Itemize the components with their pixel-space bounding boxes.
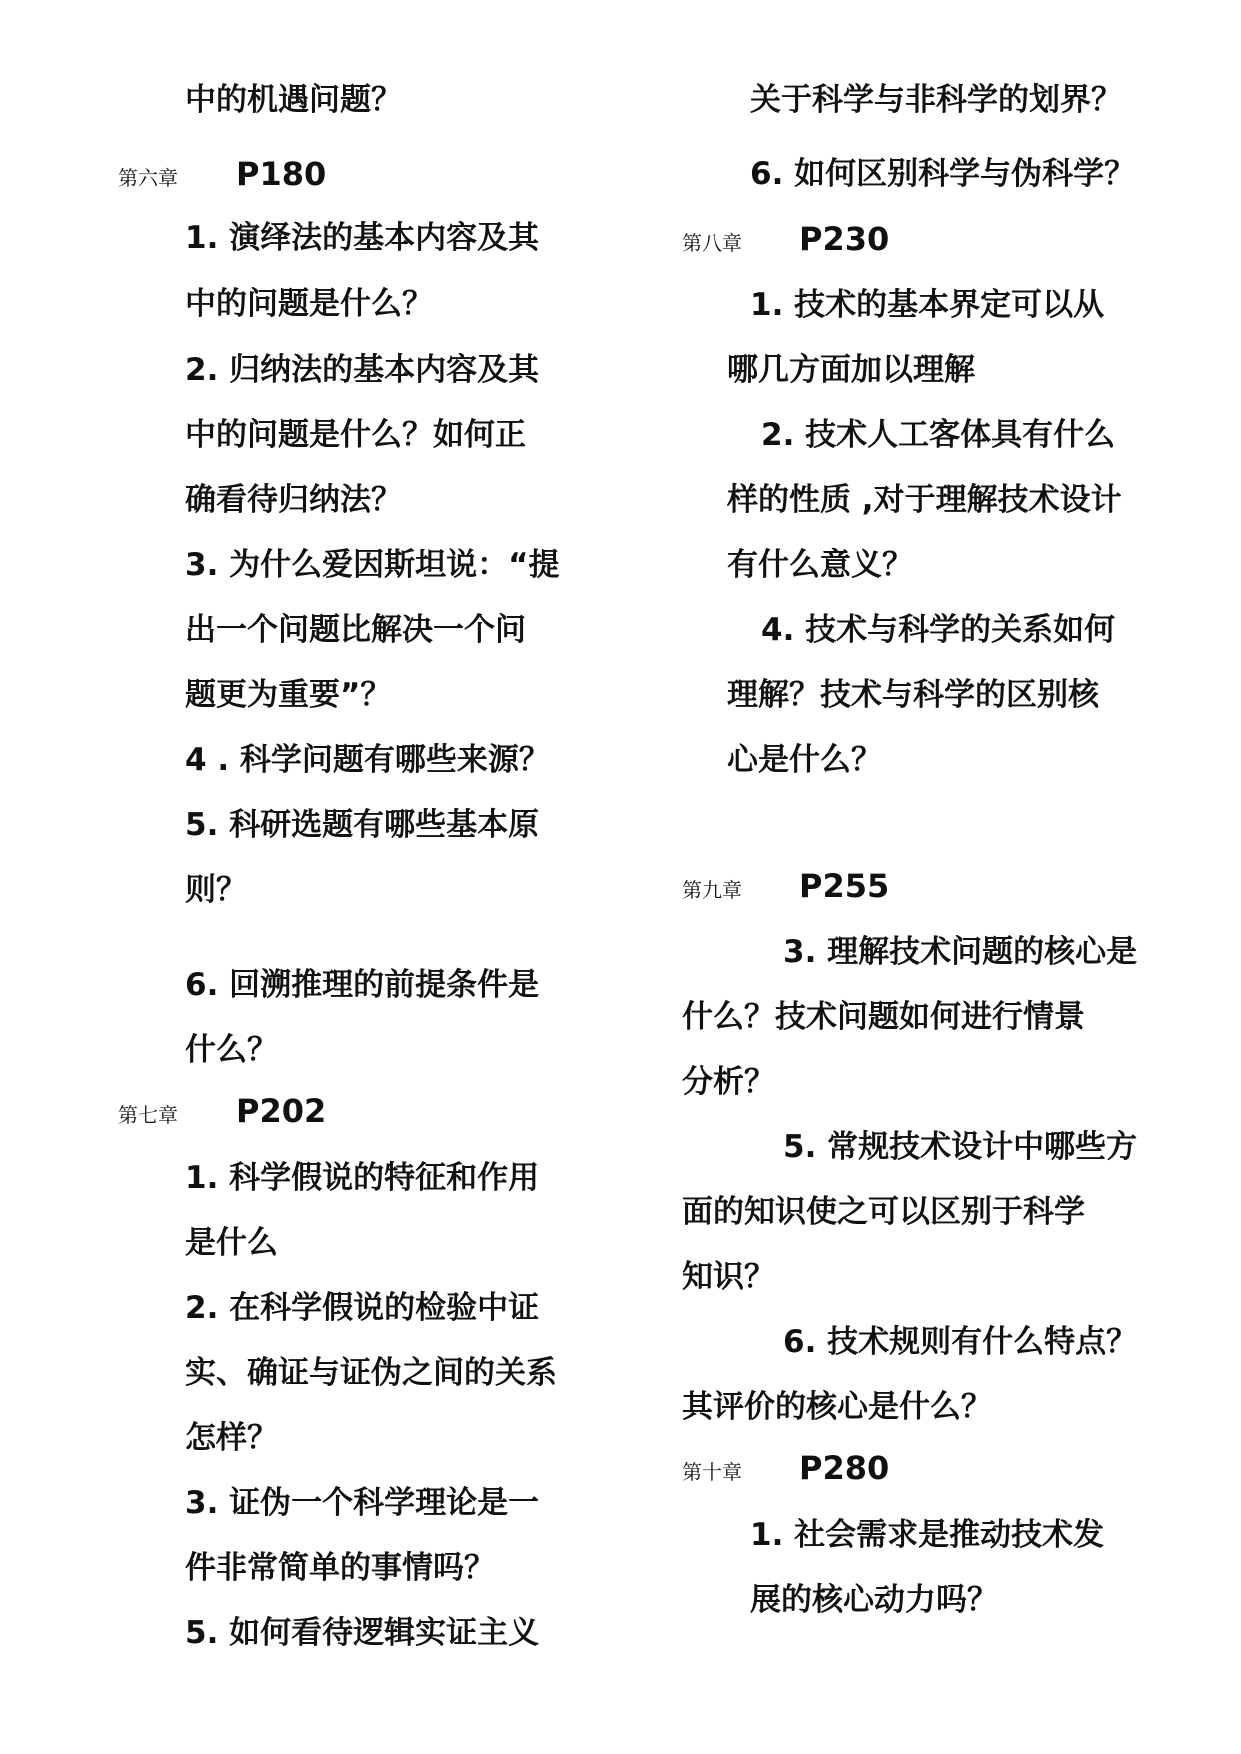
text-line: 知识？ [682,1259,775,1295]
text-line: 6. 如何区别科学与伪科学？ [750,156,1136,192]
text-line: 中的问题是什么？ [185,286,433,322]
text-line: 关于科学与非科学的划界？ [750,82,1122,118]
text-line: 1. 社会需求是推动技术发 [750,1517,1105,1553]
text-line: 1. 科学假说的特征和作用 [185,1160,540,1196]
text-line: 5. 如何看待逻辑实证主义 [185,1615,540,1651]
text-line: 件非常简单的事情吗？ [185,1550,495,1586]
chapter-label: 第七章 [118,1103,178,1127]
text-line: 什么？技术问题如何进行情景 [682,999,1085,1035]
text-line: 中的问题是什么？如何正 [185,417,526,453]
text-line: 确看待归纳法？ [185,482,402,518]
text-line: 分析？ [682,1064,775,1100]
text-line: 6. 技术规则有什么特点？ [783,1324,1138,1360]
text-line: 哪几方面加以理解 [727,352,975,388]
text-line: 理解？技术与科学的区别核 [727,677,1099,713]
text-line: 5. 常规技术设计中哪些方 [783,1129,1138,1165]
chapter-label: 第八章 [682,231,742,255]
text-line: 4. 技术与科学的关系如何 [761,612,1116,648]
text-line: 则？ [185,872,247,908]
text-line: 题更为重要”？ [185,677,392,713]
chapter-page: P280 [799,1449,890,1487]
chapter-page: P230 [799,220,890,258]
text-line: 其评价的核心是什么？ [682,1389,992,1425]
text-line: 怎样？ [185,1420,278,1456]
text-line: 3. 理解技术问题的核心是 [783,934,1138,970]
text-line: 有什么意义？ [727,547,913,583]
text-line: 中的机遇问题？ [185,82,402,118]
text-line: 1. 演绎法的基本内容及其 [185,220,540,256]
text-line: 1. 技术的基本界定可以从 [750,287,1105,323]
text-line: 出一个问题比解决一个问 [185,612,526,648]
chapter-label: 第十章 [682,1460,742,1484]
text-line: 3. 证伪一个科学理论是一 [185,1485,540,1521]
text-line: 心是什么？ [727,742,882,778]
text-line: 2. 归纳法的基本内容及其 [185,352,540,388]
text-line: 3. 为什么爱因斯坦说：“提 [185,547,560,583]
text-line: 2. 在科学假说的检验中证 [185,1290,540,1326]
chapter-label: 第九章 [682,878,742,902]
chapter-page: P202 [236,1092,327,1130]
text-line: 4 . 科学问题有哪些来源？ [185,742,550,778]
chapter-page: P180 [236,155,327,193]
text-line: 是什么 [185,1225,278,1261]
text-line: 样的性质 ,对于理解技术设计 [727,482,1122,518]
text-line: 展的核心动力吗？ [750,1582,998,1618]
text-line: 面的知识使之可以区别于科学 [682,1194,1085,1230]
text-line: 2. 技术人工客体具有什么 [761,417,1116,453]
chapter-label: 第六章 [118,166,178,190]
chapter-page: P255 [799,867,890,905]
text-line: 什么？ [185,1032,278,1068]
text-line: 实、确证与证伪之间的关系 [185,1355,557,1391]
text-line: 5. 科研选题有哪些基本原 [185,807,540,843]
text-line: 6. 回溯推理的前提条件是 [185,967,540,1003]
